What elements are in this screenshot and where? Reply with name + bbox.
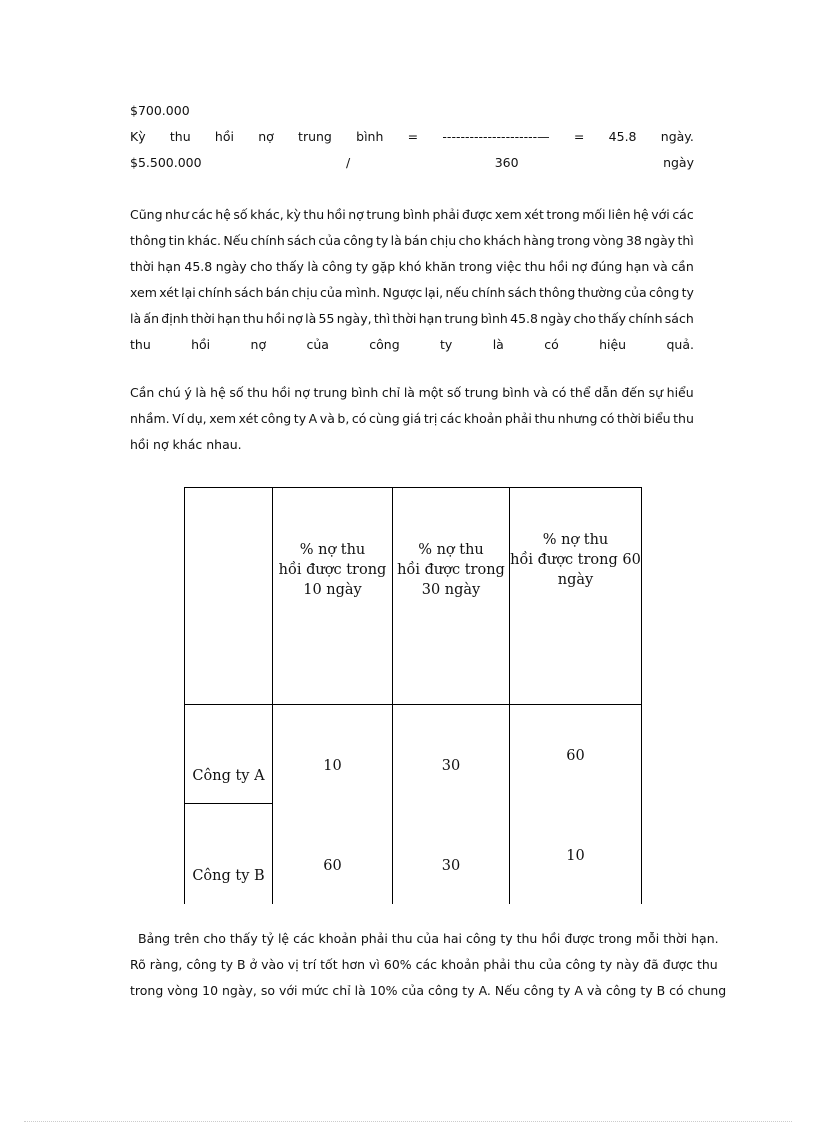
word: ty — [681, 285, 694, 300]
table-border-top — [184, 487, 642, 488]
table-cell: 60 — [323, 858, 342, 874]
word: có — [551, 385, 567, 400]
table-header-60-days — [510, 530, 641, 590]
word: công — [260, 411, 292, 426]
word: sự — [648, 385, 663, 400]
word: = — [573, 129, 585, 144]
word: ty — [440, 337, 453, 352]
word: cùng — [369, 411, 400, 426]
word: trung — [366, 207, 401, 222]
word: Nếu — [223, 233, 249, 248]
word: / — [346, 155, 351, 170]
word: chính — [250, 233, 285, 248]
word: mình. — [344, 285, 381, 300]
table-cell: 30 — [441, 758, 461, 774]
word: hàng — [523, 233, 555, 248]
word: sách — [664, 311, 694, 326]
word: chính — [628, 311, 663, 326]
word: khác, — [250, 207, 284, 222]
table-row-divider — [184, 803, 273, 804]
word: sách — [234, 285, 264, 300]
word: cho — [250, 259, 273, 274]
word: hồi nợ khác nhau. — [130, 437, 242, 452]
word: ngày — [663, 155, 694, 170]
word: cho — [573, 311, 596, 326]
word: được — [461, 207, 493, 222]
word: nhầm. — [130, 411, 170, 426]
word: của — [320, 285, 343, 300]
word: b, — [337, 411, 350, 426]
word: hệ — [633, 207, 649, 222]
word: là — [403, 385, 415, 400]
word: bán — [404, 233, 428, 248]
word: trong — [459, 259, 493, 274]
paragraph-conclusion-line: Rõ ràng, công ty B ở vào vị trí tốt hơn vì 60% các khoản phải thu của công ty này đã được thu — [130, 957, 718, 972]
word: thu — [524, 259, 546, 274]
word: ---------------------— — [442, 129, 550, 144]
word: ngày — [215, 259, 247, 274]
word: nợ — [250, 337, 267, 352]
word: chính — [471, 285, 506, 300]
table-border-right — [641, 487, 642, 904]
word: của — [318, 233, 341, 248]
word: bình — [402, 207, 430, 222]
word: thu — [303, 207, 325, 222]
word: là — [390, 233, 402, 248]
word: khăn — [424, 259, 456, 274]
word: liên — [608, 207, 631, 222]
paragraph-collection-period — [130, 202, 694, 358]
table-cell: 10 — [323, 758, 342, 774]
word: hồi — [549, 259, 569, 274]
word: A — [308, 411, 318, 426]
word: = — [407, 129, 419, 144]
word: việc — [495, 259, 522, 274]
paragraph-conclusion-line: trong vòng 10 ngày, so với mức chỉ là 10% của công ty A. Nếu công ty A và công ty B có chung — [130, 983, 727, 998]
table-header-10-days — [273, 540, 392, 600]
word: có — [544, 337, 559, 352]
word: chịu — [291, 285, 318, 300]
word: số — [233, 207, 248, 222]
table-cell: 30 — [441, 858, 461, 874]
formula-denominator-line — [130, 150, 694, 176]
row-label-company-b: Công ty B — [192, 868, 265, 884]
word: các — [672, 207, 694, 222]
word: 38 — [625, 233, 642, 248]
word: với — [651, 207, 670, 222]
word: đến — [621, 385, 645, 400]
table-header-30-days — [393, 540, 509, 600]
word: chú — [157, 385, 181, 400]
word: hồi — [265, 311, 285, 326]
header-text-line: hồi được trong 60 — [510, 552, 641, 568]
word: thu — [242, 311, 264, 326]
word: chính — [198, 285, 233, 300]
word: Ngược — [382, 285, 423, 300]
word: giá — [402, 411, 422, 426]
table-border-left — [184, 487, 185, 904]
word: hiểu — [666, 385, 694, 400]
word: thu — [169, 129, 191, 144]
word: số — [229, 385, 244, 400]
text-line — [130, 380, 694, 406]
word: hồi — [271, 385, 291, 400]
word: 360 — [494, 155, 519, 170]
word: trung — [298, 129, 332, 144]
text-line — [130, 332, 694, 358]
word: thu — [534, 411, 556, 426]
word: là — [307, 259, 319, 274]
word: hồi — [326, 207, 346, 222]
word: sách — [507, 285, 537, 300]
word: nợ — [571, 259, 588, 274]
text-line — [130, 202, 694, 228]
word: thường — [577, 285, 622, 300]
word: thu — [247, 385, 268, 400]
word: cho — [458, 233, 481, 248]
word: thì — [373, 311, 391, 326]
word: bình — [356, 129, 384, 144]
word: thời — [190, 311, 215, 326]
word: thông — [539, 285, 576, 300]
word: hạn — [418, 311, 443, 326]
word: nợ — [294, 385, 310, 400]
header-text-line: ngày — [557, 572, 594, 588]
word: khoản — [463, 411, 503, 426]
word: khác. — [187, 233, 221, 248]
word: một — [418, 385, 444, 400]
word: công — [648, 285, 680, 300]
word: nợ — [258, 129, 274, 144]
text-line — [130, 254, 694, 280]
word: ngày. — [660, 129, 694, 144]
word: biểu — [643, 411, 671, 426]
word: xét — [159, 285, 179, 300]
word: có — [599, 411, 615, 426]
header-text-line: 30 ngày — [421, 582, 481, 598]
text-line — [130, 280, 694, 306]
word: trong — [557, 233, 591, 248]
word: có — [351, 411, 367, 426]
text-line — [130, 406, 694, 432]
formula-line — [130, 124, 694, 150]
word: hồi — [214, 129, 234, 144]
word: xem — [130, 285, 157, 300]
word: thông — [130, 233, 167, 248]
word: xem — [209, 411, 237, 426]
word: các — [191, 207, 213, 222]
word: của — [306, 337, 329, 352]
word: hiệu — [599, 337, 627, 352]
word: ngày — [644, 233, 676, 248]
word: trong — [546, 207, 580, 222]
header-text-line: hồi được trong — [278, 562, 387, 578]
word: hạn — [217, 311, 241, 326]
word: mối — [582, 207, 606, 222]
word: công — [369, 337, 400, 352]
header-text-line: % nợ thu — [418, 542, 484, 558]
word: 55 — [318, 311, 335, 326]
word: thấy — [598, 311, 627, 326]
word: như — [165, 207, 189, 222]
word: thể — [570, 385, 591, 400]
word: lại, — [424, 285, 444, 300]
word: hạn — [157, 259, 181, 274]
word: là — [492, 337, 504, 352]
word: trung — [444, 311, 479, 326]
word: 45.8 — [184, 259, 213, 274]
word: các — [439, 411, 462, 426]
word: và — [652, 259, 668, 274]
word: phải — [432, 207, 460, 222]
word: 45.8 — [608, 129, 637, 144]
word: chỉ — [381, 385, 401, 400]
paragraph-caution — [130, 380, 694, 458]
word: Ví — [172, 411, 185, 426]
word: định — [161, 311, 189, 326]
word: ty — [375, 233, 389, 248]
word: ý — [184, 385, 192, 400]
word: xét — [238, 411, 259, 426]
word: ngày — [540, 311, 572, 326]
word: xem — [494, 207, 522, 222]
word: hệ — [215, 207, 231, 222]
word: là — [130, 311, 142, 326]
word: nợ — [287, 311, 303, 326]
word: sách — [287, 233, 317, 248]
table-header-divider — [184, 704, 642, 705]
word: của — [624, 285, 647, 300]
row-label-company-a: Công ty A — [192, 768, 265, 784]
word: hệ — [210, 385, 226, 400]
word: Cần — [130, 385, 155, 400]
word: thời — [617, 411, 641, 426]
word: 45.8 — [510, 311, 538, 326]
word: thì — [677, 233, 694, 248]
word: dụ, — [186, 411, 207, 426]
word: kỳ — [286, 207, 301, 222]
word: tin — [168, 233, 185, 248]
word: khách — [483, 233, 521, 248]
word: hồi — [191, 337, 211, 352]
formula-numerator: $700.000 — [130, 103, 190, 118]
word: thu — [130, 337, 151, 352]
word: hạn — [625, 259, 650, 274]
word: khó — [398, 259, 422, 274]
word: chịu — [429, 233, 457, 248]
word: thời — [130, 259, 154, 274]
word: Cũng — [130, 207, 163, 222]
word: và — [533, 385, 549, 400]
word: Kỳ — [130, 129, 146, 144]
word: thời — [392, 311, 417, 326]
word: vòng — [592, 233, 624, 248]
word: ngày, — [336, 311, 372, 326]
text-line — [130, 306, 694, 332]
word: bình — [480, 311, 508, 326]
word: đúng — [590, 259, 623, 274]
word: thu — [673, 411, 694, 426]
paragraph-conclusion-line: Bảng trên cho thấy tỷ lệ các khoản phải thu của hai công ty thu hồi được trong mỗi thời hạn. — [138, 931, 719, 946]
header-text-line: 10 ngày — [303, 582, 362, 598]
word: thấy — [276, 259, 304, 274]
word: là — [195, 385, 207, 400]
word: nhưng — [557, 411, 598, 426]
word: công — [343, 233, 374, 248]
word: và — [319, 411, 335, 426]
word: quả. — [666, 337, 694, 352]
header-text-line: % nợ thu — [299, 542, 366, 558]
word: nợ — [348, 207, 364, 222]
word: trung — [464, 385, 499, 400]
table-cell: 10 — [566, 848, 585, 864]
text-line — [130, 228, 694, 254]
word: lại — [181, 285, 196, 300]
word: bình — [350, 385, 379, 400]
word: $5.500.000 — [130, 155, 202, 170]
word: công — [322, 259, 353, 274]
header-text-line: hồi được trong — [397, 562, 505, 578]
word: phải — [504, 411, 532, 426]
word: dẫn — [594, 385, 618, 400]
word: là — [305, 311, 317, 326]
text-line — [130, 432, 694, 458]
word: cần — [671, 259, 694, 274]
word: nếu — [445, 285, 470, 300]
word: trung — [313, 385, 348, 400]
word: gặp — [371, 259, 396, 274]
word: ty — [355, 259, 369, 274]
page-bottom-rule — [24, 1121, 792, 1122]
word: ấn — [143, 311, 160, 326]
word: bình — [502, 385, 530, 400]
word: số — [446, 385, 462, 400]
word: ty — [293, 411, 307, 426]
header-text-line: % nợ thu — [542, 532, 609, 548]
word: bán — [265, 285, 290, 300]
word: trị — [423, 411, 438, 426]
word: xét — [524, 207, 544, 222]
table-cell: 60 — [566, 748, 585, 764]
